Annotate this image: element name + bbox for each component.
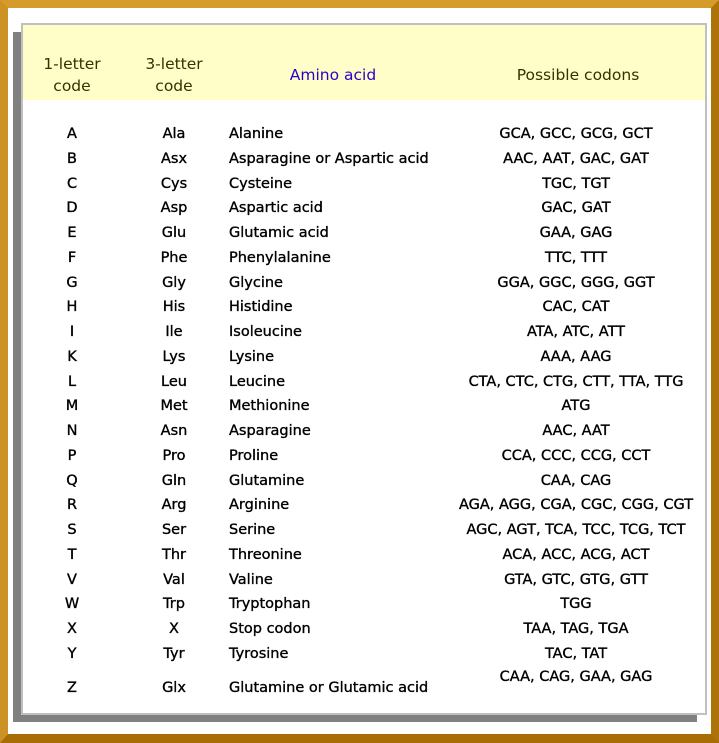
one-letter-code-cell-text: L xyxy=(67,373,77,390)
amino-acid-name-cell-text: Asparagine xyxy=(229,423,311,439)
codons-cell-text: ATA, ATC, ATT xyxy=(526,324,626,340)
three-letter-code-cell xyxy=(133,617,215,642)
three-letter-code-cell-text: Gly xyxy=(162,274,186,291)
codons-cell xyxy=(443,592,709,617)
three-letter-code-cell-text: Asn xyxy=(160,423,188,439)
amino-acid-name-cell xyxy=(229,221,469,246)
codons-cell-text: ATG xyxy=(561,398,591,415)
amino-acid-name-cell xyxy=(229,172,469,197)
amino-acid-name-cell-text: Asparagine or Aspartic acid xyxy=(229,150,429,167)
three-letter-code-cell xyxy=(133,469,215,494)
amino-acid-name-cell xyxy=(229,246,469,271)
one-letter-code-cell xyxy=(31,493,113,518)
amino-acid-name-cell-text: Proline xyxy=(229,447,279,464)
amino-acid-name-cell-text: Lysine xyxy=(229,348,275,365)
table-row xyxy=(23,518,705,543)
table-body xyxy=(23,122,705,701)
codons-cell xyxy=(443,568,709,593)
codons-cell-text: CCA, CCC, CCG, CCT xyxy=(501,447,651,464)
one-letter-code-cell-text: X xyxy=(67,621,77,637)
three-letter-code-cell xyxy=(133,518,215,543)
codons-cell-text: AGC, AGT, TCA, TCC, TCG, TCT xyxy=(466,522,686,538)
table-row xyxy=(23,196,705,221)
one-letter-code-cell xyxy=(31,592,113,617)
one-letter-code-cell xyxy=(31,246,113,271)
codons-cell-text: CTA, CTC, CTG, CTT, TTA, TTG xyxy=(468,373,684,390)
codons-cell-text: TGG xyxy=(560,596,592,613)
codons-cell xyxy=(443,147,709,172)
table-row xyxy=(23,568,705,593)
amino-acid-name-cell xyxy=(229,543,469,568)
header-three-letter-line1: 3-letter xyxy=(145,55,203,73)
three-letter-code-cell xyxy=(133,196,215,221)
codons-cell-text: GCA, GCC, GCG, GCT xyxy=(499,126,653,142)
one-letter-code-cell-text: I xyxy=(69,324,75,340)
codons-cell-text: TGC, TGT xyxy=(542,175,610,192)
amino-acid-name-cell xyxy=(229,147,469,172)
three-letter-code-cell-text: Arg xyxy=(161,497,187,514)
one-letter-code-cell xyxy=(31,295,113,320)
codons-cell xyxy=(443,122,709,147)
three-letter-code-cell xyxy=(133,592,215,617)
one-letter-code-cell xyxy=(31,147,113,172)
one-letter-code-cell xyxy=(31,320,113,345)
table-row xyxy=(23,543,705,568)
header-three-letter-code xyxy=(133,53,215,97)
one-letter-code-cell xyxy=(31,642,113,667)
table-row xyxy=(23,147,705,172)
table-row xyxy=(23,592,705,617)
codons-cell xyxy=(443,172,709,197)
three-letter-code-cell xyxy=(133,671,215,705)
one-letter-code-cell-text: P xyxy=(67,447,77,464)
codons-cell xyxy=(443,345,709,370)
three-letter-code-cell-text: Val xyxy=(163,571,185,588)
amino-acid-name-cell-text: Glutamine or Glutamic acid xyxy=(229,679,429,696)
one-letter-code-cell-text: Z xyxy=(67,679,77,696)
three-letter-code-cell xyxy=(133,394,215,419)
table-header xyxy=(23,25,705,100)
codons-cell xyxy=(443,320,709,345)
table-row xyxy=(23,667,705,701)
three-letter-code-cell xyxy=(133,419,215,444)
three-letter-code-cell-text: Gln xyxy=(161,472,187,489)
three-letter-code-cell xyxy=(133,568,215,593)
table-row xyxy=(23,246,705,271)
codons-cell-text: AGA, AGG, CGA, CGC, CGG, CGT xyxy=(458,497,694,514)
table-row xyxy=(23,617,705,642)
one-letter-code-cell xyxy=(31,221,113,246)
amino-acid-name-cell-text: Histidine xyxy=(229,299,293,316)
table-row xyxy=(23,419,705,444)
one-letter-code-cell xyxy=(31,196,113,221)
codons-cell-text: GGA, GGC, GGG, GGT xyxy=(497,274,655,291)
codons-cell xyxy=(443,419,709,444)
header-three-letter-line2: code xyxy=(155,77,193,95)
one-letter-code-cell-text: N xyxy=(66,423,78,439)
amino-acid-name-cell-text: Glycine xyxy=(229,274,283,291)
three-letter-code-cell xyxy=(133,172,215,197)
three-letter-code-cell xyxy=(133,246,215,271)
three-letter-code-cell xyxy=(133,320,215,345)
amino-acid-name-cell-text: Leucine xyxy=(229,373,286,390)
table-row xyxy=(23,642,705,667)
one-letter-code-cell-text: G xyxy=(66,274,78,291)
header-possible-codons: Possible codons xyxy=(516,66,640,84)
three-letter-code-cell-text: Tyr xyxy=(163,645,185,662)
three-letter-code-cell-text: Asp xyxy=(160,200,188,217)
codons-cell-text: TTC, TTT xyxy=(544,249,607,266)
three-letter-code-cell xyxy=(133,147,215,172)
three-letter-code-cell-text: Asx xyxy=(160,150,188,167)
three-letter-code-cell-text: X xyxy=(169,621,179,637)
one-letter-code-cell xyxy=(31,419,113,444)
amino-acid-name-cell-text: Glutamic acid xyxy=(229,225,329,241)
one-letter-code-cell-text: E xyxy=(67,225,77,241)
amino-acid-name-cell-text: Tyrosine xyxy=(229,645,289,662)
table-row xyxy=(23,444,705,469)
codons-cell xyxy=(443,642,709,667)
codons-cell-text: GAC, GAT xyxy=(541,200,611,217)
one-letter-code-cell-text: A xyxy=(67,126,77,142)
one-letter-code-cell-text: C xyxy=(66,175,78,192)
three-letter-code-cell-text: Pro xyxy=(162,447,186,464)
codons-cell xyxy=(443,493,709,518)
table-row xyxy=(23,370,705,395)
codons-cell xyxy=(443,469,709,494)
codons-cell-text: TAC, TAT xyxy=(544,645,608,662)
three-letter-code-cell-text: Ile xyxy=(165,324,183,340)
one-letter-code-cell xyxy=(31,394,113,419)
one-letter-code-cell-text: K xyxy=(67,348,77,365)
amino-acid-name-cell xyxy=(229,518,469,543)
codons-cell-text: TAA, TAG, TGA xyxy=(523,621,629,637)
one-letter-code-cell-text: Q xyxy=(66,472,78,489)
one-letter-code-cell xyxy=(31,370,113,395)
amino-acid-name-cell xyxy=(229,671,469,705)
codons-cell-text: GAA, GAG xyxy=(539,225,613,241)
codons-cell-text: AAC, AAT, GAC, GAT xyxy=(503,150,649,167)
amino-acid-name-cell-text: Stop codon xyxy=(229,621,311,637)
codons-cell xyxy=(443,665,709,689)
amino-acid-name-cell xyxy=(229,493,469,518)
amino-acid-name-cell-text: Isoleucine xyxy=(229,324,302,340)
amino-acid-name-cell-text: Alanine xyxy=(229,126,284,142)
three-letter-code-cell-text: Lys xyxy=(162,348,186,365)
amino-acid-name-cell-text: Valine xyxy=(229,571,273,588)
one-letter-code-cell-text: V xyxy=(67,571,77,588)
amino-acid-name-cell xyxy=(229,394,469,419)
one-letter-code-cell xyxy=(31,444,113,469)
three-letter-code-cell-text: Cys xyxy=(160,175,188,192)
codons-cell xyxy=(443,617,709,642)
table-row xyxy=(23,469,705,494)
one-letter-code-cell-text: F xyxy=(67,249,77,266)
three-letter-code-cell-text: His xyxy=(162,299,186,316)
three-letter-code-cell-text: Leu xyxy=(161,373,187,390)
amino-acid-name-cell xyxy=(229,568,469,593)
three-letter-code-cell xyxy=(133,642,215,667)
codons-cell xyxy=(443,196,709,221)
one-letter-code-cell xyxy=(31,172,113,197)
amino-acid-name-cell xyxy=(229,196,469,221)
amino-acid-name-cell-text: Threonine xyxy=(229,546,302,563)
codons-cell xyxy=(443,221,709,246)
one-letter-code-cell-text: R xyxy=(66,497,78,514)
codons-cell xyxy=(443,246,709,271)
amino-acid-name-cell-text: Phenylalanine xyxy=(229,249,331,266)
header-one-letter-code xyxy=(31,53,113,97)
amino-acid-codon-table xyxy=(21,23,707,715)
three-letter-code-cell-text: Glx xyxy=(162,679,186,696)
three-letter-code-cell xyxy=(133,122,215,147)
header-amino-acid: Amino acid xyxy=(289,66,377,84)
codons-cell-text: CAA, CAG, GAA, GAG xyxy=(499,668,653,685)
amino-acid-name-cell xyxy=(229,592,469,617)
one-letter-code-cell-text: H xyxy=(66,299,78,316)
one-letter-code-cell-text: M xyxy=(65,398,79,415)
table-row xyxy=(23,221,705,246)
amino-acid-name-cell-text: Serine xyxy=(229,522,276,538)
three-letter-code-cell-text: Glu xyxy=(161,225,187,241)
three-letter-code-cell-text: Ala xyxy=(162,126,186,142)
one-letter-code-cell-text: D xyxy=(66,200,78,217)
three-letter-code-cell xyxy=(133,221,215,246)
one-letter-code-cell-text: W xyxy=(64,596,80,613)
three-letter-code-cell xyxy=(133,493,215,518)
three-letter-code-cell xyxy=(133,345,215,370)
one-letter-code-cell xyxy=(31,617,113,642)
one-letter-code-cell-text: T xyxy=(67,546,77,563)
three-letter-code-cell-text: Met xyxy=(160,398,188,415)
table-row xyxy=(23,320,705,345)
codons-cell-text: CAC, CAT xyxy=(542,299,610,316)
one-letter-code-cell-text: S xyxy=(67,522,77,538)
amino-acid-name-cell xyxy=(229,271,469,296)
one-letter-code-cell xyxy=(31,469,113,494)
three-letter-code-cell xyxy=(133,271,215,296)
amino-acid-name-cell-text: Cysteine xyxy=(229,175,293,192)
codons-cell xyxy=(443,518,709,543)
three-letter-code-cell xyxy=(133,543,215,568)
three-letter-code-cell-text: Trp xyxy=(163,596,185,613)
codons-cell xyxy=(443,394,709,419)
amino-acid-name-cell xyxy=(229,642,469,667)
header-one-letter-line2: code xyxy=(53,77,91,95)
codons-cell-text: AAC, AAT xyxy=(542,423,610,439)
table-row xyxy=(23,172,705,197)
one-letter-code-cell xyxy=(31,543,113,568)
table-row xyxy=(23,493,705,518)
amino-acid-name-cell xyxy=(229,345,469,370)
codons-cell-text: CAA, CAG xyxy=(540,472,612,489)
one-letter-code-cell xyxy=(31,122,113,147)
table-row xyxy=(23,295,705,320)
three-letter-code-cell xyxy=(133,444,215,469)
codons-cell xyxy=(443,271,709,296)
codons-cell xyxy=(443,295,709,320)
amino-acid-name-cell xyxy=(229,444,469,469)
three-letter-code-cell-text: Thr xyxy=(161,546,186,563)
one-letter-code-cell-text: Y xyxy=(67,645,77,662)
codons-cell xyxy=(443,543,709,568)
three-letter-code-cell-text: Ser xyxy=(161,522,187,538)
one-letter-code-cell-text: B xyxy=(67,150,77,167)
table-row xyxy=(23,271,705,296)
amino-acid-name-cell-text: Methionine xyxy=(229,398,310,415)
codons-cell-text: ACA, ACC, ACG, ACT xyxy=(502,546,650,563)
three-letter-code-cell xyxy=(133,295,215,320)
header-one-letter-line1: 1-letter xyxy=(43,55,101,73)
codons-cell xyxy=(443,444,709,469)
amino-acid-name-cell-text: Tryptophan xyxy=(229,596,311,613)
amino-acid-name-cell xyxy=(229,617,469,642)
amino-acid-name-cell xyxy=(229,295,469,320)
one-letter-code-cell xyxy=(31,345,113,370)
one-letter-code-cell xyxy=(31,568,113,593)
amino-acid-name-cell xyxy=(229,370,469,395)
table-row xyxy=(23,394,705,419)
amino-acid-name-cell-text: Glutamine xyxy=(229,472,305,489)
three-letter-code-cell-text: Phe xyxy=(160,249,188,266)
amino-acid-name-cell-text: Aspartic acid xyxy=(229,200,323,217)
amino-acid-name-cell xyxy=(229,419,469,444)
one-letter-code-cell xyxy=(31,271,113,296)
codons-cell-text: GTA, GTC, GTG, GTT xyxy=(504,571,648,588)
amino-acid-name-cell xyxy=(229,469,469,494)
amino-acid-name-cell xyxy=(229,122,469,147)
table-row xyxy=(23,345,705,370)
table-row xyxy=(23,122,705,147)
codons-cell-text: AAA, AAG xyxy=(540,348,612,365)
amino-acid-name-cell xyxy=(229,320,469,345)
codons-cell xyxy=(443,370,709,395)
three-letter-code-cell xyxy=(133,370,215,395)
amino-acid-name-cell-text: Arginine xyxy=(229,497,290,514)
one-letter-code-cell xyxy=(31,518,113,543)
one-letter-code-cell xyxy=(31,671,113,705)
